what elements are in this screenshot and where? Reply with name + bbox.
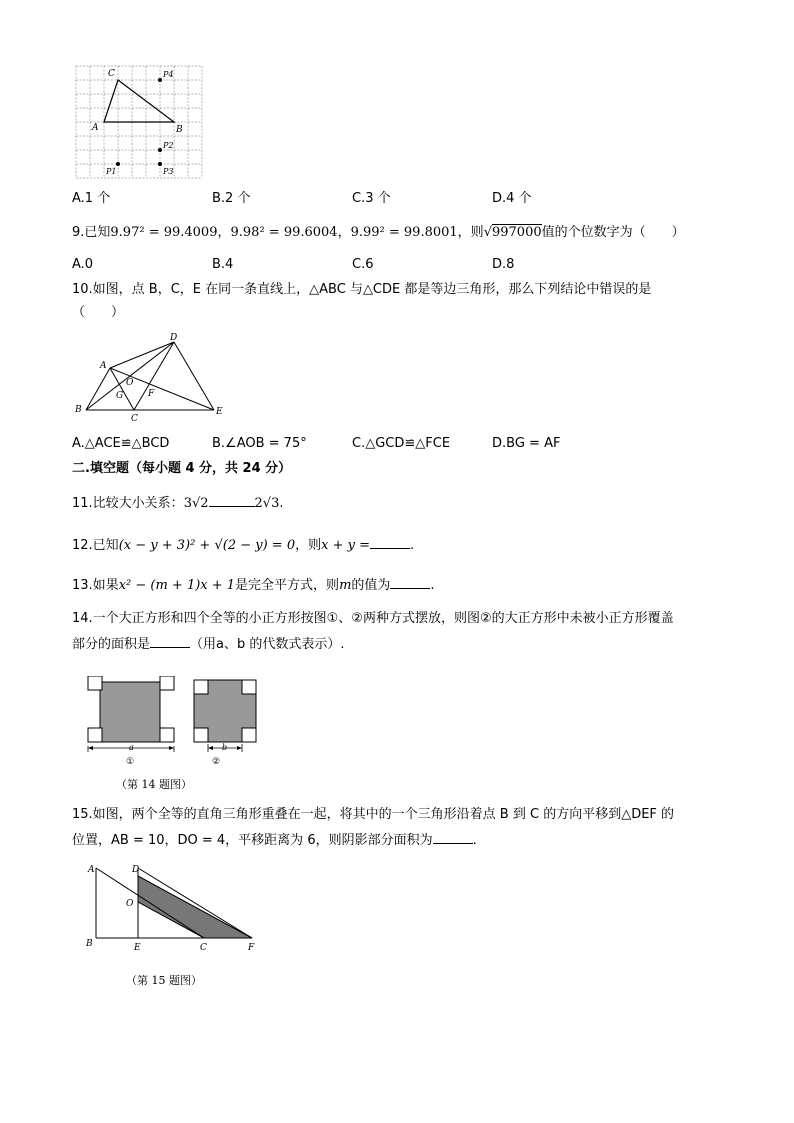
- q8-option-c[interactable]: C.3 个: [352, 191, 391, 206]
- q13-stem: 13.如果x² − (m + 1)x + 1是完全平方式，则m的值为 .: [72, 574, 734, 597]
- label-p1: P1: [106, 167, 117, 176]
- q8-option-b[interactable]: B.2 个: [212, 191, 251, 206]
- q9-stem: 9.已知9.97² = 99.4009，9.98² = 99.6004，9.99² = 99.8001，则√997000值的个位数字为（ ）: [72, 225, 685, 240]
- q9-option-a[interactable]: A.0: [72, 257, 94, 272]
- point-p1: [116, 162, 120, 166]
- q11-answer-blank[interactable]: [209, 492, 255, 507]
- label-d: D: [132, 865, 140, 875]
- label-p3: P3: [163, 167, 174, 176]
- fig1-number: ①: [126, 757, 135, 767]
- q10-option-b[interactable]: B.∠AOB = 75°: [212, 436, 307, 451]
- point-p3: [158, 162, 162, 166]
- label-p4: P4: [163, 70, 174, 79]
- point-p2: [158, 148, 162, 152]
- q15-caption: （第 15 题图）: [126, 974, 202, 987]
- label-c: C: [108, 69, 115, 79]
- q10-figure: [72, 330, 232, 425]
- q9-option-c[interactable]: C.6: [352, 257, 374, 272]
- label-p2: P2: [163, 141, 174, 150]
- label-e: E: [134, 943, 141, 952]
- label-a: A: [100, 361, 107, 371]
- q13-answer-blank[interactable]: [390, 574, 430, 589]
- q9-option-d[interactable]: D.8: [492, 257, 515, 272]
- label-f: F: [248, 943, 255, 952]
- q8-grid-figure: [74, 64, 206, 182]
- q8-option-a[interactable]: A.1 个: [72, 191, 111, 206]
- q15-answer-blank[interactable]: [433, 829, 473, 844]
- q14-figure: [84, 676, 274, 768]
- label-c: C: [200, 943, 207, 952]
- q8-option-d[interactable]: D.4 个: [492, 191, 532, 206]
- label-e: E: [216, 407, 223, 417]
- fig2-number: ②: [212, 757, 221, 767]
- q15-figure: [82, 860, 262, 952]
- q15-stem-line2: 位置，AB = 10，DO = 4，平移距离为 6，则阴影部分面积为 .: [72, 829, 734, 852]
- q9-sqrt: √997000: [483, 225, 542, 240]
- q14-answer-blank[interactable]: [150, 633, 190, 648]
- point-p4: [158, 78, 162, 82]
- q9-option-b[interactable]: B.4: [212, 257, 234, 272]
- label-a: A: [88, 865, 95, 875]
- label-a: a: [129, 743, 134, 752]
- label-d: D: [170, 333, 178, 343]
- q14-stem-line2: 部分的面积是 （用a、b 的代数式表示）.: [72, 633, 734, 656]
- q10-stem-line1: 10.如图，点 B，C，E 在同一条直线上，△ABC 与△CDE 都是等边三角形，那么下列结论中错误的是: [72, 282, 652, 297]
- fig1-big-square: [100, 682, 160, 742]
- q10-option-c[interactable]: C.△GCD≌△FCE: [352, 436, 451, 451]
- q10-option-a[interactable]: A.△ACE≌△BCD: [72, 436, 170, 451]
- q11-stem: 11.比较大小关系：3√2 2√3.: [72, 492, 734, 515]
- label-o: O: [126, 899, 134, 909]
- q12-answer-blank[interactable]: [370, 534, 410, 549]
- label-b: B: [86, 939, 93, 949]
- shaded-region: [138, 876, 252, 938]
- label-c: C: [131, 414, 138, 424]
- triangle-abc: [104, 80, 174, 122]
- label-o: O: [126, 378, 134, 388]
- label-b: B: [75, 405, 82, 415]
- label-a: A: [92, 123, 99, 133]
- q15-stem-line1: 15.如图，两个全等的直角三角形重叠在一起，将其中的一个三角形沿着点 B 到 C 的方向平移到△DEF 的: [72, 807, 675, 822]
- q10-option-d[interactable]: D.BG = AF: [492, 436, 561, 451]
- q14-caption: （第 14 题图）: [116, 778, 192, 791]
- label-g: G: [116, 391, 124, 401]
- section-title: 二.填空题（每小题 4 分，共 24 分）: [72, 461, 292, 476]
- q14-stem-line1: 14.一个大正方形和四个全等的小正方形按图①、②两种方式摆放，则图②的大正方形中未被小正方形覆盖: [72, 611, 674, 626]
- label-f: F: [148, 389, 155, 399]
- q10-stem-line2: （ ）: [72, 305, 125, 320]
- q12-stem: 12.已知(x − y + 3)² + √(2 − y) = 0，则x + y = .: [72, 534, 734, 557]
- label-b: b: [222, 743, 228, 752]
- label-b: B: [176, 125, 183, 135]
